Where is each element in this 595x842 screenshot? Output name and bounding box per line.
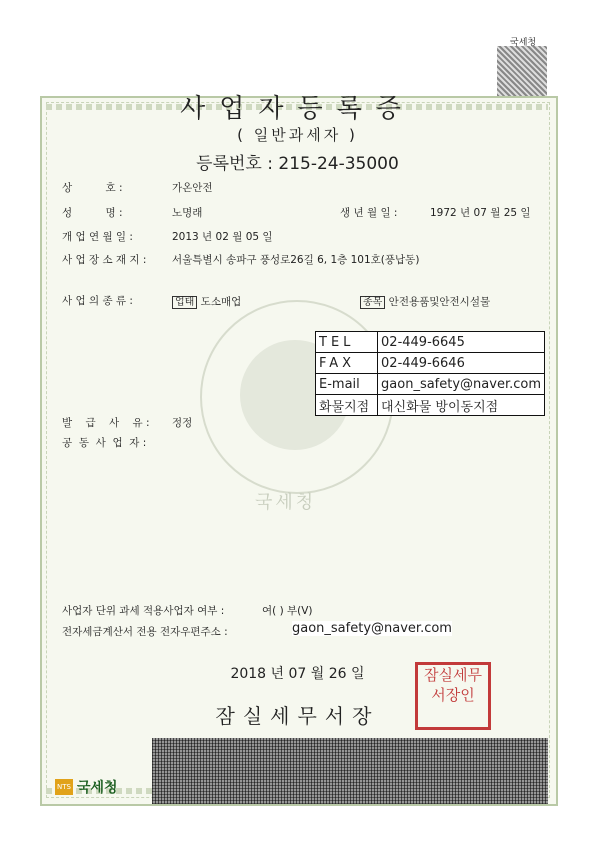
business-type [172,293,241,309]
issue-reason-label: 발 급 사 유 : [62,417,150,429]
contact-key: FAX [316,353,378,374]
contact-value: gaon_safety@naver.com [378,374,545,395]
type-tag: 업태 [172,296,197,309]
page-title: 사업자등록증 [180,94,415,124]
contact-table [315,331,545,416]
business-item [360,293,490,309]
item-tag: 종목 [360,296,385,309]
contact-value: 02-449-6646 [378,353,545,374]
trade-name: 가온안전 [172,182,213,194]
contact-value: 02-449-6645 [378,332,545,353]
nts-logo [55,777,147,797]
security-pattern [152,738,548,804]
birth-date: 1972 년 07 월 25 일 [430,207,531,219]
type-value: 도소매업 [200,296,242,308]
watermark-text: 국세청 [255,492,317,513]
trade-name-label: 상 호 : [62,182,123,194]
joint-owner-label: 공 동 사 업 자 : [62,437,147,449]
stamp-text: 잠실세무서장인 [424,666,482,704]
registration-number: 215-24-35000 [278,154,399,174]
nts-badge: NTS [55,779,73,795]
owner-name: 노명래 [172,207,203,219]
issue-reason: 정정 [172,417,193,429]
contact-key: 화물지점 [316,395,378,416]
contact-key: TEL [316,332,378,353]
issue-date: 2018 년 07 월 26 일 [230,666,365,682]
tax-office-name: 잠실세무서장 [215,704,380,728]
contact-value: 대신화물 방이동지점 [378,395,545,416]
table-row [316,374,545,395]
official-stamp [415,662,491,730]
open-date: 2013 년 02 월 05 일 [172,231,273,243]
owner-name-label: 성 명 : [62,207,123,219]
unit-tax-label: 사업자 단위 과세 적용사업자 여부 : [62,605,225,617]
business-type-label: 사 업 의 종 류 : [62,295,133,307]
business-address: 서울특별시 송파구 풍성로26길 6, 1층 101호(풍납동) [172,254,420,266]
table-row [316,353,545,374]
registration-number-label: 등록번호 : [196,154,273,174]
top-agency-label: 국세청 [510,38,537,48]
table-row [316,395,545,416]
invoice-email: gaon_safety@naver.com [292,621,452,636]
table-row [316,332,545,353]
item-value: 안전용품및안전시설물 [388,296,491,308]
address-label: 사 업 장 소 재 지 : [62,254,147,266]
birth-label: 생 년 월 일 : [340,207,398,219]
contact-key: E-mail [316,374,378,395]
unit-tax-value: 여( ) 부(V) [262,605,313,617]
email-label: 전자세금계산서 전용 전자우편주소 : [62,626,228,638]
nts-logo-text: 국세청 [77,780,118,796]
taxpayer-type: ( 일반과세자 ) [237,126,358,144]
open-date-label: 개 업 연 월 일 : [62,231,133,243]
registration-number-line [0,149,595,174]
